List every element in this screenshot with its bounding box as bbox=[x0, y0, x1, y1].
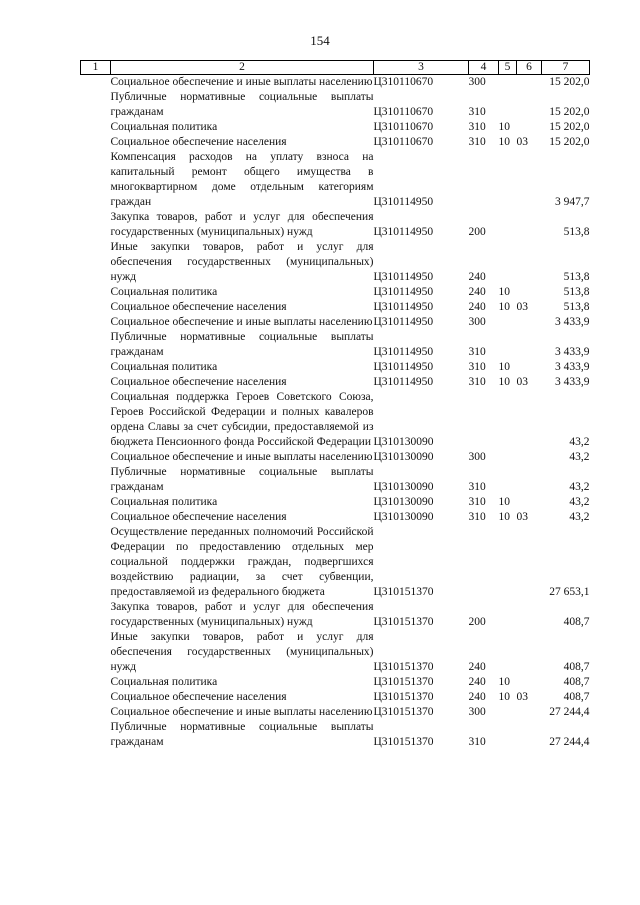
table-row bbox=[81, 150, 590, 210]
row-rz-cell bbox=[499, 75, 517, 91]
row-code-cell: Ц310114950 bbox=[373, 301, 434, 313]
row-name-cell: Иные закупки товаров, работ и услуг для обеспечения государственных (муниципальных) нужд bbox=[110, 631, 374, 673]
row-rz-cell: 10 bbox=[498, 286, 510, 298]
row-pr-cell: 03 bbox=[516, 511, 528, 523]
row-pr-cell: 03 bbox=[516, 136, 528, 148]
row-sum-cell: 15 202,0 bbox=[549, 121, 590, 133]
row-index-cell bbox=[81, 450, 111, 465]
table-row bbox=[81, 495, 590, 510]
header-cell: 5 bbox=[499, 61, 517, 75]
row-sum-cell: 15 202,0 bbox=[549, 136, 590, 148]
row-vr-cell: 310 bbox=[468, 346, 486, 358]
row-sum-cell: 408,7 bbox=[563, 661, 590, 673]
row-code-cell: Ц310151370 bbox=[373, 736, 434, 748]
row-name-cell: Иные закупки товаров, работ и услуг для обеспечения государственных (муниципальных) нужд bbox=[110, 241, 374, 283]
row-pr-cell bbox=[517, 600, 542, 630]
row-pr-cell: 03 bbox=[516, 301, 528, 313]
row-sum-cell: 513,8 bbox=[563, 226, 590, 238]
row-vr-cell: 240 bbox=[468, 676, 486, 688]
row-name-cell: Социальное обеспечение населения bbox=[110, 376, 287, 388]
row-name-cell: Социальное обеспечение и иные выплаты населению bbox=[110, 706, 373, 718]
row-name-cell: Закупка товаров, работ и услуг для обеспечения государственных (муниципальных) нужд bbox=[110, 211, 374, 238]
row-code-cell: Ц310130090 bbox=[373, 481, 434, 493]
row-index-cell bbox=[81, 210, 111, 240]
row-name-cell: Социальная политика bbox=[110, 676, 218, 688]
table-row bbox=[81, 285, 590, 300]
row-name-cell: Социальное обеспечение населения bbox=[110, 511, 287, 523]
row-rz-cell bbox=[499, 330, 517, 360]
row-rz-cell bbox=[499, 705, 517, 720]
row-pr-cell bbox=[517, 390, 542, 450]
row-code-cell: Ц310114950 bbox=[373, 361, 434, 373]
row-index-cell bbox=[81, 510, 111, 525]
row-name-cell: Социальное обеспечение населения bbox=[110, 301, 287, 313]
row-pr-cell bbox=[517, 75, 542, 91]
row-code-cell: Ц310114950 bbox=[373, 316, 434, 328]
row-vr-cell: 310 bbox=[468, 106, 486, 118]
table-row bbox=[81, 300, 590, 315]
row-index-cell bbox=[81, 150, 111, 210]
row-sum-cell: 27 244,4 bbox=[549, 736, 590, 748]
row-sum-cell: 3 947,7 bbox=[555, 196, 590, 208]
table-body bbox=[81, 75, 590, 751]
row-code-cell: Ц310151370 bbox=[373, 616, 434, 628]
table-row bbox=[81, 705, 590, 720]
table-row bbox=[81, 630, 590, 675]
row-index-cell bbox=[81, 330, 111, 360]
row-vr-cell: 310 bbox=[468, 121, 486, 133]
budget-table bbox=[80, 60, 590, 750]
row-name-cell: Социальное обеспечение и иные выплаты населению bbox=[110, 316, 373, 328]
row-index-cell bbox=[81, 75, 111, 91]
row-sum-cell: 513,8 bbox=[563, 301, 590, 313]
row-index-cell bbox=[81, 465, 111, 495]
page-number: 154 bbox=[310, 33, 330, 48]
table-row bbox=[81, 465, 590, 495]
row-sum-cell: 43,2 bbox=[569, 511, 590, 523]
row-pr-cell bbox=[517, 315, 542, 330]
row-sum-cell: 3 433,9 bbox=[555, 361, 590, 373]
row-rz-cell bbox=[499, 315, 517, 330]
row-sum-cell: 15 202,0 bbox=[549, 76, 590, 88]
row-rz-cell bbox=[499, 150, 517, 210]
row-rz-cell: 10 bbox=[498, 121, 510, 133]
row-code-cell: Ц310114950 bbox=[373, 346, 434, 358]
row-vr-cell: 310 bbox=[468, 361, 486, 373]
row-vr-cell: 240 bbox=[468, 301, 486, 313]
row-vr-cell: 200 bbox=[468, 226, 486, 238]
row-name-cell: Социальная поддержка Героев Советского Союза, Героев Российской Федерации и полных кавалеров ордена Славы за счет субсидии, предоставляемой из бюджета Пенсионного фонда Российской Федерации bbox=[110, 391, 374, 448]
row-code-cell: Ц310151370 bbox=[373, 676, 434, 688]
row-vr-cell: 240 bbox=[468, 271, 486, 283]
row-rz-cell: 10 bbox=[498, 136, 510, 148]
row-index-cell bbox=[81, 495, 111, 510]
row-code-cell: Ц310114950 bbox=[373, 376, 434, 388]
row-sum-cell: 15 202,0 bbox=[549, 106, 590, 118]
row-rz-cell bbox=[499, 450, 517, 465]
row-rz-cell bbox=[499, 525, 517, 600]
row-pr-cell bbox=[517, 495, 542, 510]
table-row bbox=[81, 525, 590, 600]
row-vr-cell: 310 bbox=[468, 481, 486, 493]
row-index-cell bbox=[81, 720, 111, 750]
row-sum-cell: 43,2 bbox=[569, 451, 590, 463]
row-sum-cell: 408,7 bbox=[563, 691, 590, 703]
row-name-cell: Социальная политика bbox=[110, 121, 218, 133]
table-row bbox=[81, 330, 590, 360]
row-name-cell: Социальное обеспечение населения bbox=[110, 136, 287, 148]
row-index-cell bbox=[81, 675, 111, 690]
row-sum-cell: 3 433,9 bbox=[555, 376, 590, 388]
table-row bbox=[81, 210, 590, 240]
row-name-cell: Публичные нормативные социальные выплаты гражданам bbox=[110, 721, 374, 748]
row-code-cell: Ц310114950 bbox=[373, 226, 434, 238]
row-rz-cell: 10 bbox=[498, 496, 510, 508]
row-code-cell: Ц310151370 bbox=[373, 706, 434, 718]
row-name-cell: Социальная политика bbox=[110, 286, 218, 298]
row-pr-cell bbox=[517, 210, 542, 240]
row-vr-cell: 240 bbox=[468, 661, 486, 673]
table-header-row bbox=[81, 61, 590, 75]
row-name-cell: Социальная политика bbox=[110, 361, 218, 373]
row-sum-cell: 513,8 bbox=[563, 271, 590, 283]
row-sum-cell: 3 433,9 bbox=[555, 346, 590, 358]
row-index-cell bbox=[81, 600, 111, 630]
row-code-cell: Ц310110670 bbox=[373, 76, 434, 88]
table-row bbox=[81, 450, 590, 465]
table-row bbox=[81, 120, 590, 135]
row-rz-cell bbox=[499, 630, 517, 675]
table-row bbox=[81, 360, 590, 375]
row-pr-cell bbox=[517, 360, 542, 375]
row-vr-cell bbox=[469, 150, 499, 210]
row-sum-cell: 408,7 bbox=[563, 616, 590, 628]
row-name-cell: Социальное обеспечение населения bbox=[110, 691, 287, 703]
row-rz-cell: 10 bbox=[498, 511, 510, 523]
row-name-cell: Социальное обеспечение и иные выплаты населению bbox=[110, 76, 373, 88]
row-code-cell: Ц310151370 bbox=[373, 691, 434, 703]
row-vr-cell: 200 bbox=[468, 616, 486, 628]
row-pr-cell bbox=[517, 450, 542, 465]
row-vr-cell: 240 bbox=[468, 286, 486, 298]
table-row bbox=[81, 90, 590, 120]
table-row bbox=[81, 135, 590, 150]
row-code-cell: Ц310151370 bbox=[373, 661, 434, 673]
row-rz-cell bbox=[499, 390, 517, 450]
row-pr-cell bbox=[517, 675, 542, 690]
row-pr-cell bbox=[517, 240, 542, 285]
row-code-cell: Ц310114950 bbox=[373, 286, 434, 298]
row-rz-cell bbox=[499, 600, 517, 630]
row-sum-cell: 27 244,4 bbox=[549, 706, 590, 718]
row-name-cell: Осуществление переданных полномочий Российской Федерации по предоставлению отдельных мер социальной поддержки граждан, подвергшихся воздействию радиации, за счет субвенции, предоставляемой из федерального бюджета bbox=[110, 526, 374, 598]
row-rz-cell: 10 bbox=[498, 361, 510, 373]
table-row bbox=[81, 75, 590, 91]
row-index-cell bbox=[81, 390, 111, 450]
row-vr-cell: 310 bbox=[468, 376, 486, 388]
row-rz-cell: 10 bbox=[498, 691, 510, 703]
row-pr-cell bbox=[517, 705, 542, 720]
row-pr-cell bbox=[517, 90, 542, 120]
row-pr-cell bbox=[517, 720, 542, 750]
row-vr-cell: 300 bbox=[468, 316, 486, 328]
row-pr-cell bbox=[517, 630, 542, 675]
row-index-cell bbox=[81, 135, 111, 150]
row-code-cell: Ц310130090 bbox=[373, 511, 434, 523]
row-code-cell: Ц310110670 bbox=[373, 136, 434, 148]
header-cell: 6 bbox=[517, 61, 542, 75]
row-vr-cell: 310 bbox=[468, 496, 486, 508]
row-rz-cell bbox=[499, 720, 517, 750]
table-row bbox=[81, 315, 590, 330]
row-index-cell bbox=[81, 120, 111, 135]
row-vr-cell: 300 bbox=[468, 706, 486, 718]
row-index-cell bbox=[81, 90, 111, 120]
row-index-cell bbox=[81, 690, 111, 705]
row-index-cell bbox=[81, 525, 111, 600]
row-pr-cell bbox=[517, 525, 542, 600]
row-rz-cell: 10 bbox=[498, 301, 510, 313]
row-index-cell bbox=[81, 375, 111, 390]
row-name-cell: Публичные нормативные социальные выплаты гражданам bbox=[110, 91, 374, 118]
table-row bbox=[81, 390, 590, 450]
table-row bbox=[81, 510, 590, 525]
row-rz-cell bbox=[499, 90, 517, 120]
header-cell: 1 bbox=[81, 61, 111, 75]
table-row bbox=[81, 720, 590, 750]
row-index-cell bbox=[81, 315, 111, 330]
row-index-cell bbox=[81, 360, 111, 375]
row-code-cell: Ц310130090 bbox=[373, 436, 434, 448]
row-rz-cell bbox=[499, 240, 517, 285]
row-name-cell: Закупка товаров, работ и услуг для обеспечения государственных (муниципальных) нужд bbox=[110, 601, 374, 628]
row-name-cell: Социальная политика bbox=[110, 496, 218, 508]
row-rz-cell: 10 bbox=[498, 676, 510, 688]
row-index-cell bbox=[81, 300, 111, 315]
row-code-cell: Ц310110670 bbox=[373, 121, 434, 133]
row-sum-cell: 408,7 bbox=[563, 676, 590, 688]
row-name-cell: Публичные нормативные социальные выплаты гражданам bbox=[110, 466, 374, 493]
row-rz-cell bbox=[499, 210, 517, 240]
row-code-cell: Ц310151370 bbox=[373, 586, 434, 598]
row-vr-cell bbox=[469, 390, 499, 450]
row-rz-cell: 10 bbox=[498, 376, 510, 388]
table-row bbox=[81, 375, 590, 390]
table-row bbox=[81, 600, 590, 630]
row-code-cell: Ц310130090 bbox=[373, 451, 434, 463]
row-vr-cell: 240 bbox=[468, 691, 486, 703]
row-index-cell bbox=[81, 630, 111, 675]
row-sum-cell: 513,8 bbox=[563, 286, 590, 298]
row-vr-cell: 300 bbox=[468, 451, 486, 463]
row-pr-cell: 03 bbox=[516, 376, 528, 388]
row-pr-cell bbox=[517, 150, 542, 210]
row-code-cell: Ц310114950 bbox=[373, 271, 434, 283]
row-name-cell: Компенсация расходов на уплату взноса на капитальный ремонт общего имущества в многоквартирном доме отдельным категориям граждан bbox=[110, 151, 374, 208]
row-index-cell bbox=[81, 285, 111, 300]
row-name-cell: Социальное обеспечение и иные выплаты населению bbox=[110, 451, 373, 463]
row-pr-cell bbox=[517, 465, 542, 495]
row-vr-cell bbox=[469, 525, 499, 600]
row-pr-cell bbox=[517, 285, 542, 300]
row-vr-cell: 310 bbox=[468, 511, 486, 523]
header-cell: 3 bbox=[374, 61, 469, 75]
row-vr-cell: 300 bbox=[468, 76, 486, 88]
row-pr-cell bbox=[517, 120, 542, 135]
row-sum-cell: 43,2 bbox=[569, 496, 590, 508]
header-cell: 7 bbox=[542, 61, 590, 75]
row-rz-cell bbox=[499, 465, 517, 495]
row-code-cell: Ц310114950 bbox=[373, 196, 434, 208]
table-row bbox=[81, 690, 590, 705]
row-sum-cell: 43,2 bbox=[569, 481, 590, 493]
table-row bbox=[81, 240, 590, 285]
row-vr-cell: 310 bbox=[468, 136, 486, 148]
row-code-cell: Ц310110670 bbox=[373, 106, 434, 118]
row-sum-cell: 43,2 bbox=[569, 436, 590, 448]
header-cell: 2 bbox=[111, 61, 374, 75]
row-sum-cell: 3 433,9 bbox=[555, 316, 590, 328]
row-index-cell bbox=[81, 705, 111, 720]
header-cell: 4 bbox=[469, 61, 499, 75]
row-index-cell bbox=[81, 240, 111, 285]
row-vr-cell: 310 bbox=[468, 736, 486, 748]
row-sum-cell: 27 653,1 bbox=[549, 586, 590, 598]
row-code-cell: Ц310130090 bbox=[373, 496, 434, 508]
row-pr-cell: 03 bbox=[516, 691, 528, 703]
row-pr-cell bbox=[517, 330, 542, 360]
table-row bbox=[81, 675, 590, 690]
row-name-cell: Публичные нормативные социальные выплаты гражданам bbox=[110, 331, 374, 358]
